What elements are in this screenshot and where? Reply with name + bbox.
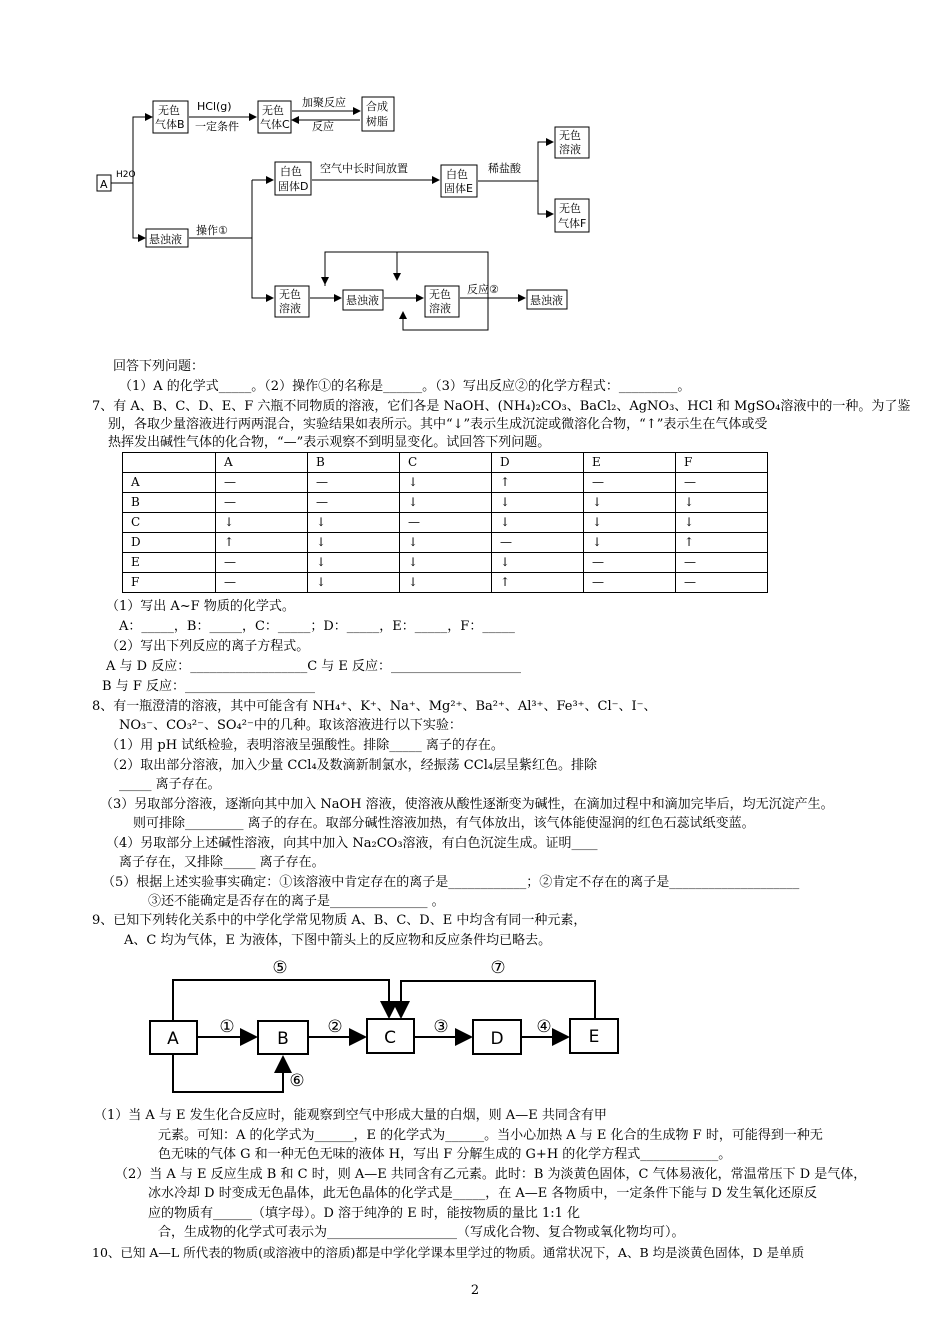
q9-line5: 色无味的气体 G 和一种无色无味的液体 H，写出 F 分解生成的 G+H 的化学方程式____________。 — [158, 1147, 732, 1162]
label-step5: ⑤ — [272, 958, 288, 978]
q9-line3: （1）当 A 与 E 发生化合反应时，能观察到空气中形成大量的白烟，则 A—E 共同含有甲 — [94, 1108, 607, 1123]
node-d-line2: 固体D — [278, 180, 309, 193]
label-step7: ⑦ — [490, 958, 506, 978]
q9-line2: A、C 均为气体，E 为液体，下图中箭头上的反应物和反应条件均已略去。 — [124, 933, 552, 948]
label-operation: 操作① — [196, 224, 228, 237]
node-resin-line1: 合成 — [366, 100, 388, 113]
node-resin-line2: 树脂 — [366, 115, 388, 128]
node-e-line2: 固体E — [444, 182, 473, 195]
q9-line6: （2）当 A 与 E 反应生成 B 和 C 时，则 A—E 共同含有乙元素。此时：B 为淡黄色固体，C 气体易液化，常温常压下 D 是气体， — [115, 1167, 867, 1182]
table-row: D ↑ ↓ ↓ — ↓ ↑ — [123, 533, 768, 553]
label-reaction2: 反应② — [467, 283, 499, 296]
node-suspension3: 悬浊液 — [530, 294, 563, 307]
q6-intro: 回答下列问题： — [113, 359, 205, 374]
label-step3: ③ — [433, 1017, 449, 1037]
q7-line1: 7、有 A、B、C、D、E、F 六瓶不同物质的溶液，它们各是 NaOH、(NH₄)₂CO₃、BaCl₂、AgNO₃、HCl 和 MgSO₄溶液中的一种。为了鉴 — [92, 399, 911, 414]
q9-line1: 9、已知下列转化关系中的中学化学常见物质 A、B、C、D、E 中均含有同一种元素， — [92, 913, 587, 928]
q8-line5: _____ 离子存在。 — [119, 777, 221, 792]
q8-line6: （3）另取部分溶液，逐渐向其中加入 NaOH 溶液，使溶液从酸性逐渐变为碱性，在滴加过程中和滴加完毕后，均无沉淀产生。 — [100, 797, 834, 812]
label-dilute-hcl: 稀盐酸 — [488, 162, 521, 175]
node-suspension2: 悬浊液 — [346, 294, 379, 307]
label-cond: 一定条件 — [195, 120, 239, 133]
node-ws2-line2: 溶液 — [429, 302, 451, 315]
q8-line9: 离子存在，又排除_____ 离子存在。 — [119, 855, 325, 870]
q7-line3: 热挥发出碱性气体的化合物，“—”表示观察不到明显变化。试回答下列问题。 — [108, 435, 551, 450]
node-suspension: 悬浊液 — [149, 233, 182, 246]
label-hcl: HCl(g) — [197, 100, 232, 113]
flowchart-top — [0, 0, 950, 345]
table-row-header: A B C D E F — [123, 453, 768, 473]
q7-sub2-ad-ce: A 与 D 反应：__________________C 与 E 反应：____________________ — [106, 659, 522, 674]
node-b-line1: 无色 — [158, 104, 180, 117]
q9-line4: 元素。可知：A 的化学式为______，E 的化学式为______。当小心加热 A 与 E 化合的生成物 F 时，可能得到一种无 — [158, 1128, 823, 1143]
q8-line3: （1）用 pH 试纸检验，表明溶液呈强酸性。排除_____ 离子的存在。 — [106, 738, 504, 753]
q9-line8: 应的物质有______（填字母）。D 溶于纯净的 E 时，能按物质的量比 1:1 化 — [148, 1206, 580, 1221]
diagram-node-a: A — [167, 1029, 179, 1049]
q7-line2: 别，各取少量溶液进行两两混合，实验结果如表所示。其中“↓”表示生成沉淀或微溶化合物，“↑”表示生在气体或受 — [108, 417, 768, 432]
diagram-node-b: B — [277, 1029, 289, 1049]
table-row: E — ↓ ↓ ↓ — — — [123, 553, 768, 573]
q8-line1: 8、有一瓶澄清的溶液，其中可能含有 NH₄⁺、K⁺、Na⁺、Mg²⁺、Ba²⁺、Al³⁺、Fe³⁺、Cl⁻、I⁻、 — [92, 699, 657, 714]
q8-line2: NO₃⁻、CO₃²⁻、SO₄²⁻中的几种。取该溶液进行以下实验： — [119, 718, 462, 733]
q8-line10: （5）根据上述实验事实确定：①该溶液中肯定存在的离子是____________；②肯定不存在的离子是____________________ — [102, 875, 800, 890]
node-ws1-line2: 溶液 — [279, 302, 301, 315]
q7-table — [122, 452, 768, 593]
q8-line4: （2）取出部分溶液，加入少量 CCl₄及数滴新制氯水，经振荡 CCl₄层呈紫红色。排除 — [106, 758, 598, 773]
table-row: C ↓ ↓ — ↓ ↓ ↓ — [123, 513, 768, 533]
node-f-line2: 气体F — [558, 217, 587, 230]
label-step4: ④ — [536, 1017, 552, 1037]
table-row: A — — ↓ ↑ — — — [123, 473, 768, 493]
node-e-line1: 白色 — [446, 168, 468, 181]
label-air: 空气中长时间放置 — [320, 162, 408, 175]
node-c-line1: 无色 — [262, 104, 284, 117]
node-ws2-line1: 无色 — [429, 288, 451, 301]
page-number: 2 — [470, 1283, 480, 1298]
q7-sub1-answers: A：_____，B：_____，C：_____；D：_____，E：_____，F：_____ — [119, 619, 515, 634]
node-sol-line2: 溶液 — [559, 143, 581, 156]
label-step2: ② — [327, 1017, 343, 1037]
q6-questions: （1）A 的化学式_____。（2）操作①的名称是______。（3）写出反应②的化学方程式：_________。 — [119, 379, 691, 394]
q10-line1: 10、已知 A—L 所代表的物质(或溶液中的溶质)都是中学化学课本里学过的物质。通常状况下，A、B 均是淡黄色固体，D 是单质 — [92, 1245, 805, 1260]
label-step6: ⑥ — [289, 1071, 305, 1091]
q7-sub1: （1）写出 A~F 物质的化学式。 — [106, 599, 295, 614]
q7-sub2: （2）写出下列反应的离子方程式。 — [106, 639, 310, 654]
node-b-line2: 气体B — [155, 118, 185, 131]
q9-diagram — [0, 950, 950, 1100]
diagram-node-d: D — [490, 1029, 504, 1049]
table-row: B — — ↓ ↓ ↓ ↓ — [123, 493, 768, 513]
q8-line7: 则可排除_________ 离子的存在。取部分碱性溶液加热，有气体放出，该气体能使湿润的红色石蕊试纸变蓝。 — [133, 816, 755, 831]
q8-line11: ③还不能确定是否存在的离子是_______________ 。 — [148, 894, 445, 909]
label-addition: 加聚反应 — [302, 96, 346, 109]
label-reaction: 反应 — [312, 120, 334, 133]
q9-line7: 冰水冷却 D 时变成无色晶体，此无色晶体的化学式是_____，在 A—E 各物质中，一定条件下能与 D 发生氧化还原反 — [148, 1186, 818, 1201]
q8-line8: （4）另取部分上述碱性溶液，向其中加入 Na₂CO₃溶液，有白色沉淀生成。证明____ — [106, 836, 598, 851]
label-h2o: H2O — [116, 170, 136, 180]
node-sol-line1: 无色 — [559, 129, 581, 142]
node-c-line2: 气体C — [260, 118, 290, 131]
node-d-line1: 白色 — [280, 165, 302, 178]
q7-sub2-bf: B 与 F 反应：____________________ — [102, 679, 315, 694]
node-ws1-line1: 无色 — [279, 288, 301, 301]
diagram-node-c: C — [384, 1028, 396, 1048]
label-step1: ① — [219, 1017, 235, 1037]
q9-line9: 合，生成物的化学式可表示为____________________（写成化合物、复合物或氧化物均可）。 — [158, 1225, 685, 1240]
table-row: F — ↓ ↓ ↑ — — — [123, 573, 768, 593]
node-f-line1: 无色 — [559, 202, 581, 215]
diagram-node-e: E — [588, 1027, 600, 1047]
node-a: A — [100, 178, 108, 191]
